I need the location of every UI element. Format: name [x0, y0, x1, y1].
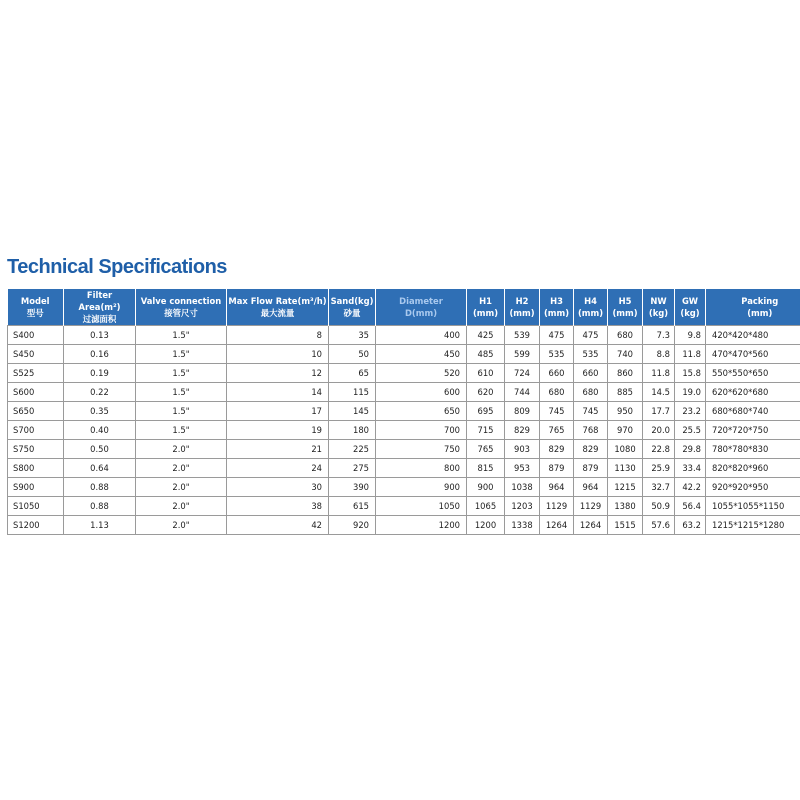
cell-diameter: 650	[376, 402, 467, 421]
column-header-h5: H5 (mm)	[608, 289, 643, 326]
cell-max-flow-rate: 24	[227, 459, 329, 478]
cell-packing: 550*550*650	[706, 364, 800, 383]
cell-nw: 57.6	[643, 516, 675, 535]
cell-h3: 964	[540, 478, 574, 497]
cell-h5: 860	[608, 364, 643, 383]
cell-h2: 953	[505, 459, 540, 478]
cell-diameter: 600	[376, 383, 467, 402]
cell-h3: 829	[540, 440, 574, 459]
table-row	[8, 326, 800, 345]
cell-h5: 680	[608, 326, 643, 345]
cell-nw: 20.0	[643, 421, 675, 440]
cell-diameter: 900	[376, 478, 467, 497]
cell-max-flow-rate: 42	[227, 516, 329, 535]
cell-valve-connection: 2.0"	[136, 459, 227, 478]
cell-valve-connection: 2.0"	[136, 440, 227, 459]
cell-max-flow-rate: 21	[227, 440, 329, 459]
table-row	[8, 459, 800, 478]
cell-filter-area: 1.13	[64, 516, 136, 535]
page-title: Technical Specifications	[7, 256, 227, 278]
cell-model: S525	[8, 364, 64, 383]
cell-packing: 420*420*480	[706, 326, 800, 345]
cell-max-flow-rate: 30	[227, 478, 329, 497]
cell-valve-connection: 1.5"	[136, 402, 227, 421]
cell-h2: 1338	[505, 516, 540, 535]
cell-filter-area: 0.88	[64, 497, 136, 516]
column-header-h3: H3 (mm)	[540, 289, 574, 326]
cell-diameter: 700	[376, 421, 467, 440]
cell-h5: 970	[608, 421, 643, 440]
cell-h1: 485	[467, 345, 505, 364]
cell-model: S700	[8, 421, 64, 440]
cell-packing: 720*720*750	[706, 421, 800, 440]
cell-diameter: 1050	[376, 497, 467, 516]
cell-packing: 780*780*830	[706, 440, 800, 459]
cell-sand: 390	[329, 478, 376, 497]
cell-h4: 1264	[574, 516, 608, 535]
cell-h3: 535	[540, 345, 574, 364]
cell-filter-area: 0.88	[64, 478, 136, 497]
column-header-packing: Packing (mm)	[706, 289, 800, 326]
cell-sand: 275	[329, 459, 376, 478]
table-row	[8, 364, 800, 383]
cell-valve-connection: 2.0"	[136, 478, 227, 497]
cell-h2: 809	[505, 402, 540, 421]
cell-diameter: 400	[376, 326, 467, 345]
cell-nw: 8.8	[643, 345, 675, 364]
cell-valve-connection: 1.5"	[136, 421, 227, 440]
cell-max-flow-rate: 14	[227, 383, 329, 402]
table-body	[8, 326, 800, 535]
cell-sand: 615	[329, 497, 376, 516]
table-row	[8, 402, 800, 421]
cell-filter-area: 0.22	[64, 383, 136, 402]
column-header-nw: NW (kg)	[643, 289, 675, 326]
cell-packing: 680*680*740	[706, 402, 800, 421]
column-header-valve-connection: Valve connection 接管尺寸	[136, 289, 227, 326]
cell-gw: 25.5	[675, 421, 706, 440]
cell-h2: 1203	[505, 497, 540, 516]
cell-h4: 768	[574, 421, 608, 440]
column-header-diameter: Diameter D(mm)	[376, 289, 467, 326]
cell-gw: 33.4	[675, 459, 706, 478]
cell-h1: 900	[467, 478, 505, 497]
cell-h4: 745	[574, 402, 608, 421]
column-header-gw: GW (kg)	[675, 289, 706, 326]
table-row	[8, 383, 800, 402]
cell-packing: 620*620*680	[706, 383, 800, 402]
column-header-h1: H1 (mm)	[467, 289, 505, 326]
cell-h3: 879	[540, 459, 574, 478]
cell-h5: 1130	[608, 459, 643, 478]
cell-nw: 22.8	[643, 440, 675, 459]
cell-model: S650	[8, 402, 64, 421]
cell-max-flow-rate: 38	[227, 497, 329, 516]
cell-sand: 50	[329, 345, 376, 364]
cell-h4: 680	[574, 383, 608, 402]
cell-h3: 1264	[540, 516, 574, 535]
cell-valve-connection: 1.5"	[136, 326, 227, 345]
table-row	[8, 421, 800, 440]
cell-gw: 15.8	[675, 364, 706, 383]
cell-model: S450	[8, 345, 64, 364]
cell-h2: 539	[505, 326, 540, 345]
header-row	[8, 289, 800, 326]
cell-h4: 879	[574, 459, 608, 478]
cell-h4: 475	[574, 326, 608, 345]
cell-h1: 765	[467, 440, 505, 459]
cell-h1: 1065	[467, 497, 505, 516]
cell-sand: 115	[329, 383, 376, 402]
cell-packing: 920*920*950	[706, 478, 800, 497]
column-header-sand: Sand(kg) 砂量	[329, 289, 376, 326]
cell-nw: 11.8	[643, 364, 675, 383]
cell-diameter: 520	[376, 364, 467, 383]
cell-filter-area: 0.19	[64, 364, 136, 383]
cell-gw: 63.2	[675, 516, 706, 535]
cell-diameter: 1200	[376, 516, 467, 535]
cell-valve-connection: 1.5"	[136, 383, 227, 402]
cell-h1: 715	[467, 421, 505, 440]
cell-diameter: 750	[376, 440, 467, 459]
cell-h3: 660	[540, 364, 574, 383]
cell-h3: 765	[540, 421, 574, 440]
cell-diameter: 800	[376, 459, 467, 478]
cell-h2: 599	[505, 345, 540, 364]
cell-filter-area: 0.64	[64, 459, 136, 478]
cell-gw: 29.8	[675, 440, 706, 459]
cell-h5: 1215	[608, 478, 643, 497]
table-row	[8, 345, 800, 364]
cell-h1: 1200	[467, 516, 505, 535]
cell-gw: 11.8	[675, 345, 706, 364]
cell-sand: 65	[329, 364, 376, 383]
table-row	[8, 440, 800, 459]
cell-filter-area: 0.40	[64, 421, 136, 440]
cell-h4: 660	[574, 364, 608, 383]
column-header-max-flow-rate: Max Flow Rate(m³/h) 最大流量	[227, 289, 329, 326]
column-header-model: Model 型号	[8, 289, 64, 326]
cell-packing: 1215*1215*1280	[706, 516, 800, 535]
column-header-h2: H2 (mm)	[505, 289, 540, 326]
cell-model: S1200	[8, 516, 64, 535]
cell-model: S600	[8, 383, 64, 402]
cell-h2: 1038	[505, 478, 540, 497]
cell-h5: 1080	[608, 440, 643, 459]
cell-packing: 1055*1055*1150	[706, 497, 800, 516]
cell-sand: 225	[329, 440, 376, 459]
cell-diameter: 450	[376, 345, 467, 364]
cell-h1: 815	[467, 459, 505, 478]
cell-gw: 9.8	[675, 326, 706, 345]
cell-valve-connection: 1.5"	[136, 364, 227, 383]
cell-h2: 744	[505, 383, 540, 402]
cell-gw: 23.2	[675, 402, 706, 421]
cell-model: S400	[8, 326, 64, 345]
cell-h3: 680	[540, 383, 574, 402]
cell-h2: 724	[505, 364, 540, 383]
cell-filter-area: 0.35	[64, 402, 136, 421]
cell-h5: 885	[608, 383, 643, 402]
cell-model: S1050	[8, 497, 64, 516]
cell-h2: 829	[505, 421, 540, 440]
cell-valve-connection: 2.0"	[136, 497, 227, 516]
cell-h1: 620	[467, 383, 505, 402]
cell-h1: 695	[467, 402, 505, 421]
cell-h4: 1129	[574, 497, 608, 516]
cell-nw: 32.7	[643, 478, 675, 497]
cell-sand: 180	[329, 421, 376, 440]
cell-valve-connection: 1.5"	[136, 345, 227, 364]
cell-packing: 820*820*960	[706, 459, 800, 478]
table-row	[8, 497, 800, 516]
specifications-table	[7, 289, 800, 535]
cell-nw: 25.9	[643, 459, 675, 478]
table-row	[8, 516, 800, 535]
cell-h4: 964	[574, 478, 608, 497]
cell-max-flow-rate: 12	[227, 364, 329, 383]
cell-max-flow-rate: 19	[227, 421, 329, 440]
cell-model: S750	[8, 440, 64, 459]
cell-gw: 42.2	[675, 478, 706, 497]
cell-h5: 1380	[608, 497, 643, 516]
cell-h3: 745	[540, 402, 574, 421]
cell-max-flow-rate: 10	[227, 345, 329, 364]
cell-filter-area: 0.16	[64, 345, 136, 364]
cell-h5: 950	[608, 402, 643, 421]
cell-filter-area: 0.50	[64, 440, 136, 459]
cell-sand: 920	[329, 516, 376, 535]
cell-h1: 610	[467, 364, 505, 383]
cell-max-flow-rate: 8	[227, 326, 329, 345]
cell-valve-connection: 2.0"	[136, 516, 227, 535]
cell-h4: 829	[574, 440, 608, 459]
cell-nw: 17.7	[643, 402, 675, 421]
cell-nw: 14.5	[643, 383, 675, 402]
cell-model: S900	[8, 478, 64, 497]
cell-gw: 56.4	[675, 497, 706, 516]
cell-sand: 35	[329, 326, 376, 345]
cell-h2: 903	[505, 440, 540, 459]
cell-h3: 475	[540, 326, 574, 345]
cell-model: S800	[8, 459, 64, 478]
cell-h4: 535	[574, 345, 608, 364]
cell-gw: 19.0	[675, 383, 706, 402]
cell-filter-area: 0.13	[64, 326, 136, 345]
cell-nw: 7.3	[643, 326, 675, 345]
cell-nw: 50.9	[643, 497, 675, 516]
table-row	[8, 478, 800, 497]
cell-packing: 470*470*560	[706, 345, 800, 364]
cell-sand: 145	[329, 402, 376, 421]
cell-h5: 740	[608, 345, 643, 364]
cell-h1: 425	[467, 326, 505, 345]
cell-max-flow-rate: 17	[227, 402, 329, 421]
cell-h5: 1515	[608, 516, 643, 535]
cell-h3: 1129	[540, 497, 574, 516]
column-header-filter-area: Filter Area(m²) 过滤面积	[64, 289, 136, 326]
column-header-h4: H4 (mm)	[574, 289, 608, 326]
